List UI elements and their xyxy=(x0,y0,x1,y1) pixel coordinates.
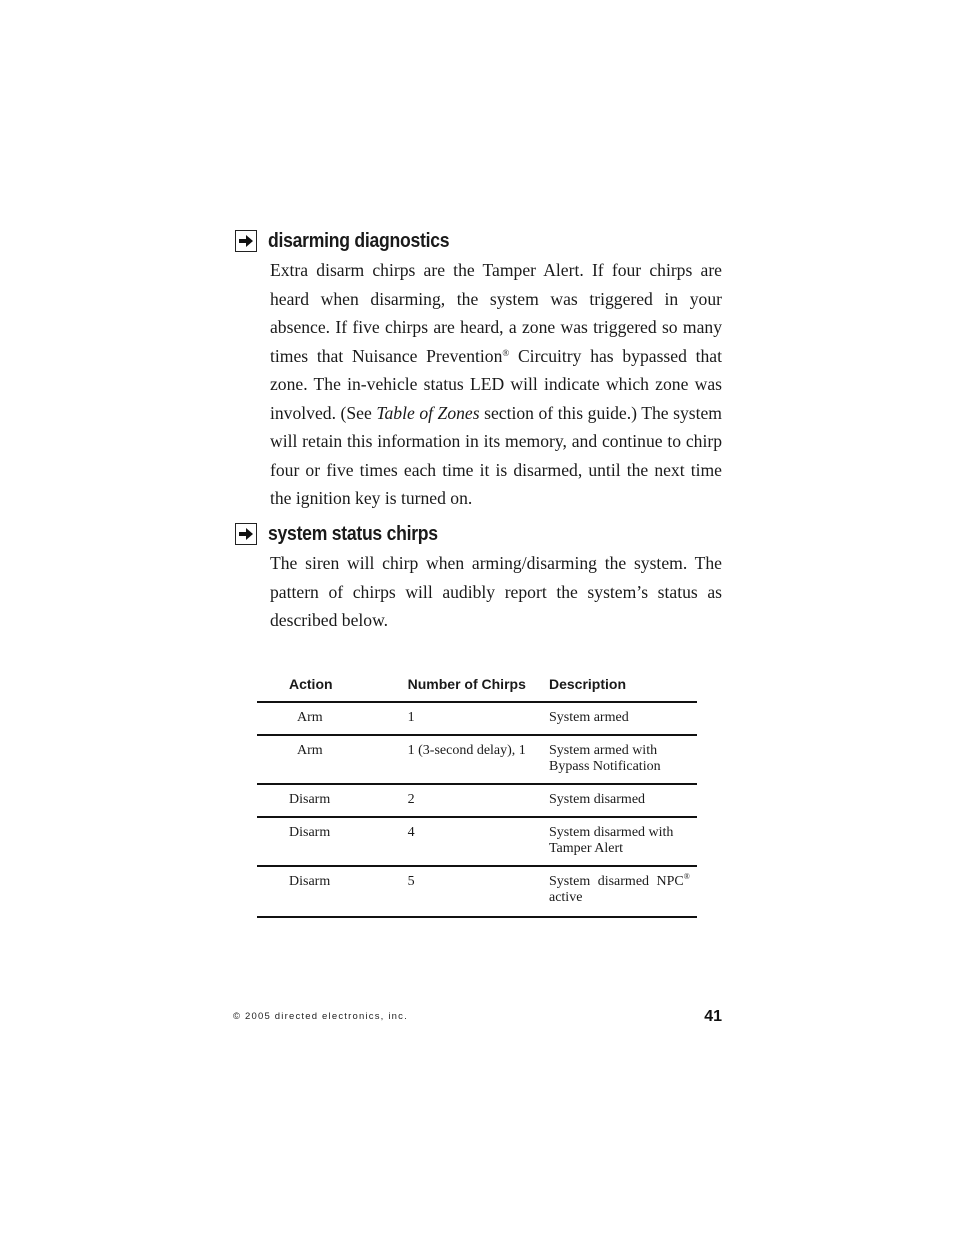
description-text xyxy=(549,874,697,906)
table-row xyxy=(257,784,697,817)
cell-chirps: 4 xyxy=(408,817,549,866)
column-header-description: Description xyxy=(549,670,697,702)
cell-description xyxy=(549,702,697,735)
registered-mark: ® xyxy=(502,347,510,358)
cell-action: Arm xyxy=(257,702,408,735)
section-heading xyxy=(235,228,722,254)
right-arrow-icon xyxy=(235,230,257,252)
cell-description xyxy=(549,735,697,784)
section-disarming-diagnostics xyxy=(235,228,722,513)
description-part: active xyxy=(548,890,583,905)
column-header-chirps: Number of Chirps xyxy=(408,670,549,702)
cell-description xyxy=(549,817,697,866)
cell-chirps: 1 (3-second delay), 1 xyxy=(408,735,549,784)
table-of-zones-reference: Table of Zones xyxy=(376,402,480,423)
column-header-action: Action xyxy=(257,670,408,702)
description-text: System disarmed xyxy=(548,792,646,807)
cell-description xyxy=(549,866,697,917)
chirps-table xyxy=(257,670,697,918)
cell-action: Disarm xyxy=(257,784,408,817)
cell-chirps: 1 xyxy=(408,702,549,735)
table-row xyxy=(257,735,697,784)
description-part: System disarmed NPC xyxy=(548,874,684,889)
description-text: System armed with Bypass Notification xyxy=(548,743,661,774)
cell-action: Arm xyxy=(257,735,408,784)
registered-mark: ® xyxy=(683,872,690,881)
table-row xyxy=(257,866,697,917)
section-body xyxy=(270,256,722,513)
section-heading xyxy=(235,521,722,547)
cell-chirps: 2 xyxy=(408,784,549,817)
section-body: The siren will chirp when arming/disarming the system. The pattern of chirps will audibly report the system’s status as described below. xyxy=(270,553,722,630)
body-text: Circuitry has bypassed that zone. The in-vehicle status LED will indicate which zone was involved. (See xyxy=(270,345,722,423)
cell-chirps: 5 xyxy=(408,866,549,917)
section-title: system status chirps xyxy=(268,522,438,545)
cell-action: Disarm xyxy=(257,817,408,866)
body-text: Extra disarm chirps are the Tamper Alert. If four chirps are heard when disarming, the system was triggered in your absence. If five chirps are heard, a zone was triggered so many times that Nuisance Prevention xyxy=(270,260,722,366)
right-arrow-icon xyxy=(235,523,257,545)
cell-description xyxy=(549,784,697,817)
table-row xyxy=(257,817,697,866)
table-header-row xyxy=(257,670,697,702)
body-text: section of this guide.) The system will retain this information in its memory, and continue to chirp four or five times each time it is disarmed, until the next time the ignition key is turned on. xyxy=(270,402,722,508)
copyright-notice: © 2005 directed electronics, inc. xyxy=(233,1011,408,1022)
page-number: 41 xyxy=(704,1008,722,1025)
section-system-status-chirps xyxy=(235,521,722,635)
description-text: System armed xyxy=(548,710,629,725)
table-row xyxy=(257,702,697,735)
cell-action: Disarm xyxy=(257,866,408,917)
section-title: disarming diagnostics xyxy=(268,229,450,252)
description-text: System disarmed with Tamper Alert xyxy=(548,825,674,856)
